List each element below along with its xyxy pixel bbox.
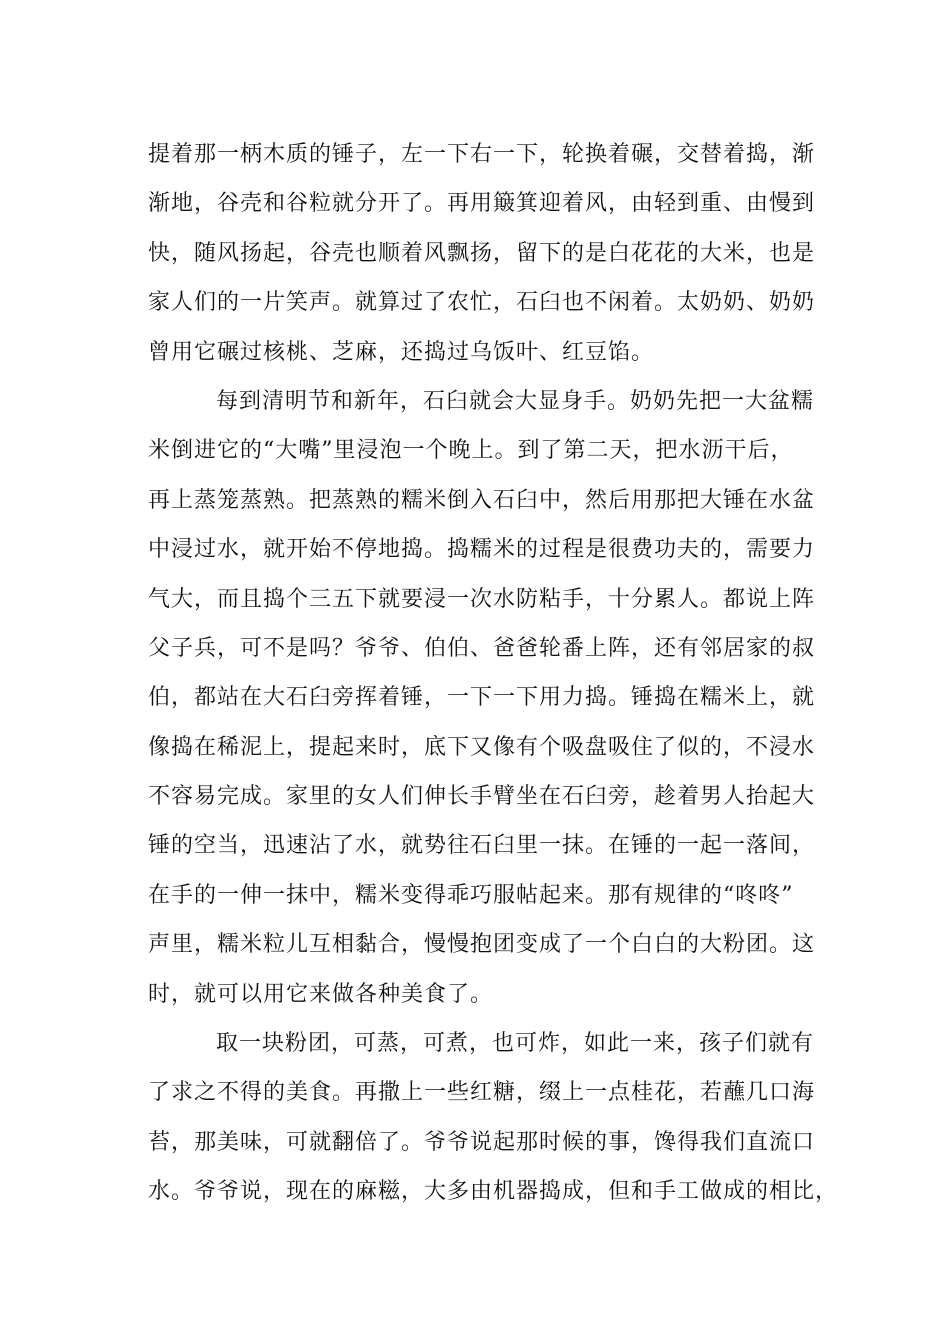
text-line: 再上蒸笼蒸熟。把蒸熟的糯米倒入石臼中，然后用那把大锤在水盆 (148, 487, 816, 513)
text-line: 家人们的一片笑声。就算过了农忙，石臼也不闲着。太奶奶、奶奶 (148, 290, 816, 316)
text-line: 提着那一柄木质的锤子，左一下右一下，轮换着碾，交替着捣，渐 (148, 142, 816, 167)
text-line: 在手的一伸一抹中，糯米变得乖巧服帖起来。那有规律的“咚咚” (148, 882, 794, 908)
text-line: 声里，糯米粒儿互相黏合，慢慢抱团变成了一个白白的大粉团。这 (148, 932, 816, 958)
text-line: 不容易完成。家里的女人们伸长手臂坐在石臼旁，趁着男人抬起大 (148, 784, 816, 810)
text-line: 中浸过水，就开始不停地捣。捣糯米的过程是很费功夫的，需要力 (148, 537, 816, 563)
text-line: 渐地，谷壳和谷粒就分开了。再用簸箕迎着风，由轻到重、由慢到 (148, 191, 816, 217)
text-line: 苔，那美味，可就翻倍了。爷爷说起那时候的事，馋得我们直流口 (148, 1129, 816, 1155)
text-line: 锤的空当，迅速沾了水，就势往石臼里一抹。在锤的一起一落间， (148, 833, 816, 859)
document-body (148, 130, 839, 1217)
text-line: 时，就可以用它来做各种美食了。 (148, 981, 494, 1007)
paragraph-start-line: 每到清明节和新年，石臼就会大显身手。奶奶先把一大盆糯 (216, 388, 815, 414)
text-line: 气大，而且捣个三五下就要浸一次水防粘手，十分累人。都说上阵 (148, 586, 816, 612)
text-line: 了求之不得的美食。再撒上一些红糖，缀上一点桂花，若蘸几口海 (148, 1080, 816, 1106)
text-line: 水。爷爷说，现在的麻糍，大多由机器捣成，但和手工做成的相比， (148, 1179, 839, 1205)
text-line: 曾用它碾过核桃、芝麻，还捣过乌饭叶、红豆馅。 (148, 339, 655, 365)
text-line: 像捣在稀泥上，提起来时，底下又像有个吸盘吸住了似的，不浸水 (148, 734, 816, 760)
text-line: 快，随风扬起，谷壳也顺着风飘扬，留下的是白花花的大米，也是 (148, 240, 816, 266)
paragraph-start-line: 取一块粉团，可蒸，可煮，也可炸，如此一来，孩子们就有 (216, 1031, 815, 1057)
text-line: 父子兵，可不是吗？爷爷、伯伯、爸爸轮番上阵，还有邻居家的叔 (148, 635, 816, 661)
text-line: 伯，都站在大石臼旁挥着锤，一下一下用力捣。锤捣在糯米上，就 (148, 685, 816, 711)
text-line: 米倒进它的“大嘴”里浸泡一个晚上。到了第二天，把水沥干后， (148, 438, 794, 464)
